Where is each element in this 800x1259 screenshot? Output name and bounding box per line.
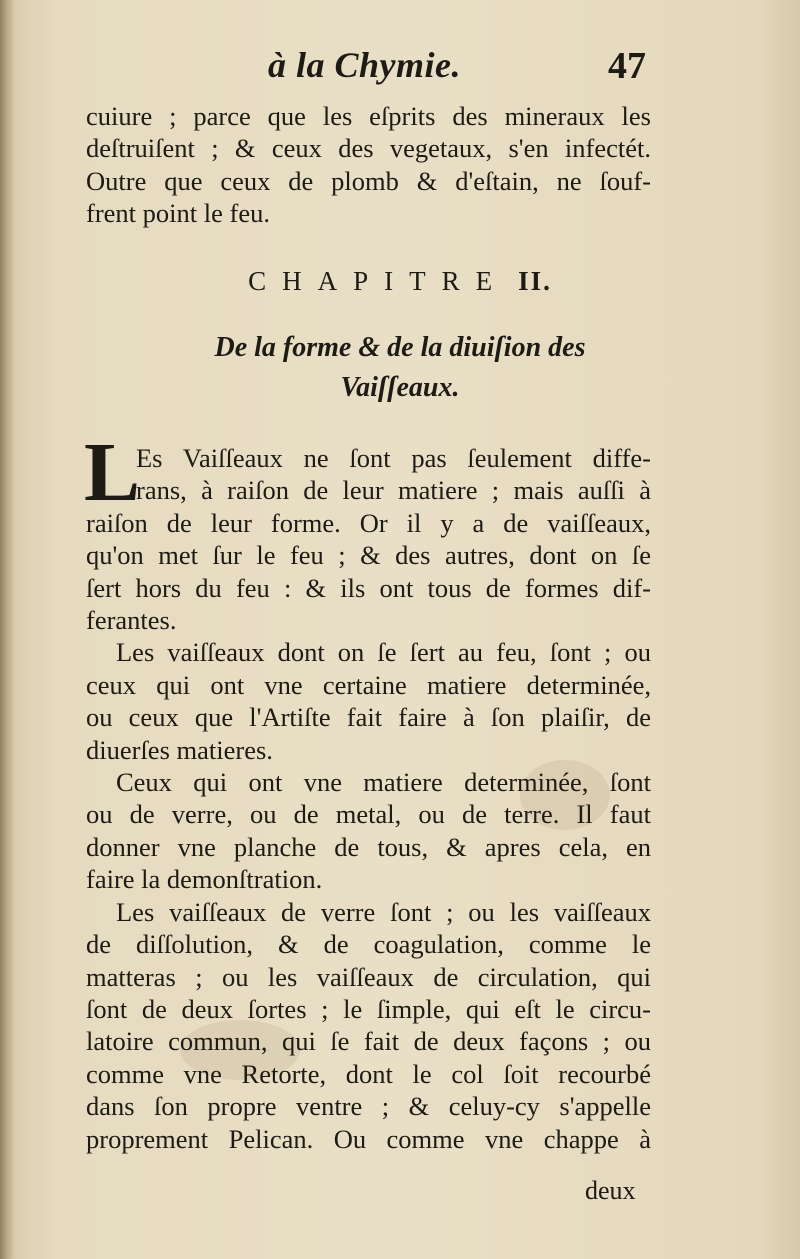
text-line: qu'on met ſur le feu ; & des autres, dont on ſe	[86, 540, 651, 571]
text-line: ou de verre, ou de metal, ou de terre. Il faut	[86, 799, 651, 830]
text-line: proprement Pelican. Ou comme vne chappe à	[86, 1123, 651, 1154]
text-line: raiſon de leur forme. Or il y a de vaiſſeaux,	[86, 507, 651, 538]
text-line: Outre que ceux de plomb & d'eſtain, ne ſouf-	[86, 165, 651, 196]
drop-cap: L	[84, 426, 141, 519]
chapter-label: CHAPITRE	[248, 266, 509, 296]
text-line: Ceux qui ont vne matiere determinée, ſont	[116, 767, 651, 798]
text-line: diuerſes matieres.	[86, 734, 273, 765]
text-line: faire la demonſtration.	[86, 864, 323, 895]
text-line: comme vne Retorte, dont le col ſoit recourbé	[86, 1058, 651, 1089]
text-line: frent point le feu.	[86, 198, 270, 229]
binding-shadow	[0, 0, 14, 1259]
text-line: dans ſon propre ventre ; & celuy-cy s'appelle	[86, 1091, 651, 1122]
text-line: cuiure ; parce que les eſprits des mineraux les	[86, 101, 651, 131]
text-line: Les vaiſſeaux de verre ſont ; ou les vaiſſeaux	[116, 896, 651, 927]
running-head	[0, 44, 800, 94]
text-line: donner vne planche de tous, & apres cela, en	[86, 831, 651, 862]
text-line: ſont de deux ſortes ; le ſimple, qui eſt le circu-	[86, 993, 651, 1024]
chapter-title-line2: Vaiſſeaux.	[340, 372, 460, 403]
text-line: latoire commun, qui ſe fait de deux façons ; ou	[86, 1026, 651, 1057]
text-line: matteras ; ou les vaiſſeaux de circulation, qui	[86, 961, 651, 992]
catchword: deux	[585, 1176, 636, 1205]
text-line: ſert hors du feu : & ils ont tous de formes dif-	[86, 572, 651, 603]
top-paragraph	[86, 100, 651, 230]
chapter-heading	[0, 266, 800, 297]
text-line: ceux qui ont vne certaine matiere determinée,	[86, 669, 651, 700]
text-line: Les vaiſſeaux dont on ſe ſert au feu, ſont ; ou	[116, 637, 651, 668]
running-title: à la Chymie.	[268, 45, 461, 85]
text-line: ferantes.	[86, 605, 177, 636]
chapter-title-line1: De la forme & de la diuiſion des	[214, 332, 586, 363]
text-line: deſtruiſent ; & ceux des vegetaux, s'en infectét.	[86, 133, 651, 164]
text-line: rans, à raiſon de leur matiere ; mais auſſi à	[136, 475, 651, 506]
page-number: 47	[608, 45, 646, 87]
chapter-number: II.	[518, 266, 552, 296]
text-line: ou ceux que l'Artiſte fait faire à ſon plaiſir, de	[86, 702, 651, 733]
text-line: de diſſolution, & de coagulation, comme le	[86, 929, 651, 960]
text-line: Es Vaiſſeaux ne ſont pas ſeulement diffe-	[136, 443, 651, 473]
first-paragraph	[86, 442, 651, 1155]
